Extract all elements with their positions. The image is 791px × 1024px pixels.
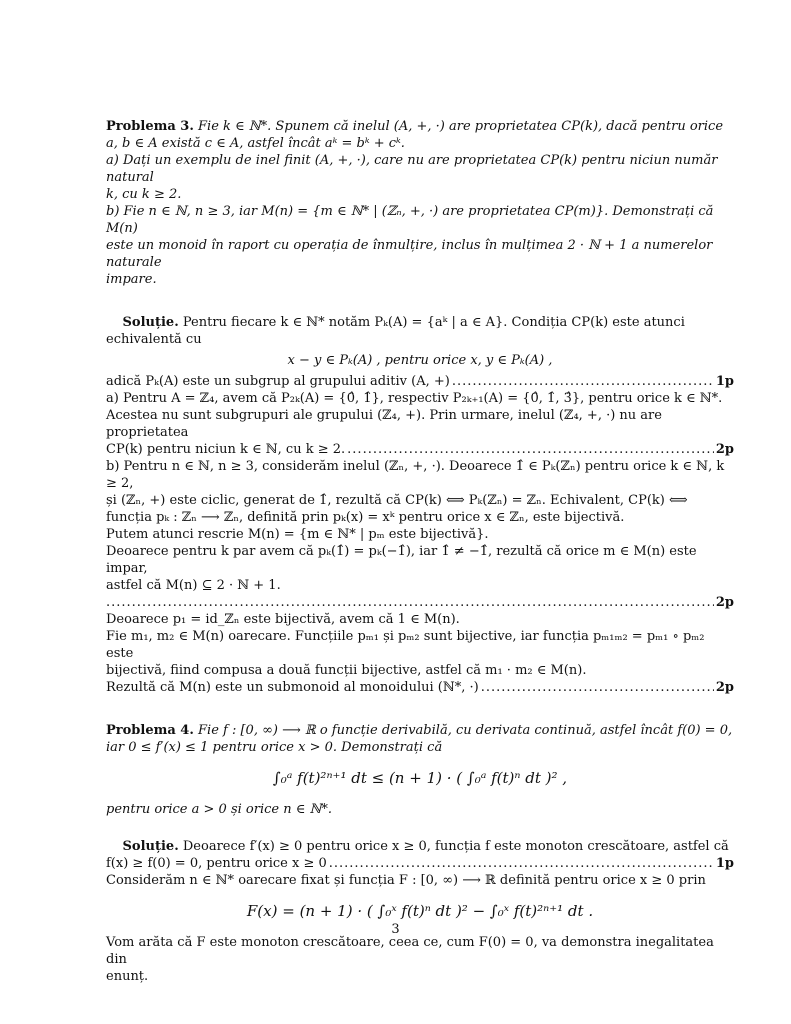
problem-3-part-b-line: este un monoid în raport cu operația de înmulțire, inclus în mulțimea 2 · ℕ + 1 a numerelor naturale bbox=[106, 238, 713, 270]
solution-text: Pentru fiecare k ∈ ℕ* notăm Pₖ(A) = {aᵏ | a ∈ A}. Condiția CP(k) este atunci bbox=[182, 315, 685, 330]
solution-text: Considerăm n ∈ ℕ* oarecare fixat și funcția F : [0, ∞) ⟶ ℝ definită pentru orice x ≥ 0 prin bbox=[106, 873, 706, 888]
solution-text: f(x) ≥ f(0) = 0, pentru orice x ≥ 0 bbox=[106, 856, 327, 871]
solution-text: Deoarece pentru k par avem că pₖ(1̂) = pₖ(−1̂), iar 1̂ ≠ −1̂, rezultă că orice m ∈ M(n) este impar, bbox=[106, 544, 697, 576]
problem-3-statement: Fie k ∈ ℕ*. Spunem că inelul (A, +, ·) are proprietatea CP(k), dacă pentru orice bbox=[198, 119, 724, 134]
solution-text: Deoarece p₁ = id_ℤₙ este bijectivă, avem că 1 ∈ M(n). bbox=[106, 612, 460, 627]
points-badge: 2p bbox=[715, 680, 734, 695]
equation: F(x) = (n + 1) · ( ∫₀ˣ f(t)ⁿ dt )² − ∫₀ˣ f(t)²ⁿ⁺¹ dt . bbox=[246, 902, 594, 920]
problem-4 bbox=[106, 722, 734, 818]
points-badge: 2p bbox=[715, 442, 734, 457]
solution-text: a) Pentru A = ℤ₄, avem că P₂ₖ(A) = {0̂, 1̂}, respectiv P₂ₖ₊₁(A) = {0̂, 1̂, 3̂}, pentru orice k ∈ ℕ*. bbox=[106, 391, 723, 406]
scored-line bbox=[106, 855, 734, 872]
points-badge: 1p bbox=[715, 374, 734, 389]
problem-4-label: Problema 4. bbox=[106, 723, 194, 738]
solution-text: și (ℤₙ, +) este ciclic, generat de 1̂, rezultă că CP(k) ⟺ Pₖ(ℤₙ) = ℤₙ. Echivalent, CP(k) ⟺ bbox=[106, 493, 688, 508]
solution-text: adică Pₖ(A) este un subgrup al grupului aditiv (A, +) bbox=[106, 374, 450, 389]
problem-3-statement-line: a, b ∈ A există c ∈ A, astfel încât aᵏ = bᵏ + cᵏ. bbox=[106, 136, 405, 151]
page-number: 3 bbox=[391, 922, 400, 937]
document-page bbox=[106, 118, 734, 985]
problem-3-part-a-line: k, cu k ≥ 2. bbox=[106, 187, 182, 202]
problem-4-statement-line: iar 0 ≤ f′(x) ≤ 1 pentru orice x > 0. Demonstrați că bbox=[106, 740, 443, 755]
solution-text: enunț. bbox=[106, 969, 149, 984]
problem-3-part-b-line: impare. bbox=[106, 272, 157, 287]
solution-text: Vom arăta că F este monoton crescătoare, ceea ce, cum F(0) = 0, va demonstra inegalitatea din bbox=[106, 935, 714, 967]
scored-line bbox=[106, 679, 734, 696]
solution-text: bijectivă, fiind compusa a două funcții bijective, astfel că m₁ · m₂ ∈ M(n). bbox=[106, 663, 587, 678]
problem-4-statement-line: pentru orice a > 0 și orice n ∈ ℕ*. bbox=[106, 802, 332, 817]
solution-text: funcția pₖ : ℤₙ ⟶ ℤₙ, definită prin pₖ(x) = xᵏ pentru orice x ∈ ℤₙ, este bijectivă. bbox=[106, 510, 625, 525]
solution-text: Acestea nu sunt subgrupuri ale grupului (ℤ₄, +). Prin urmare, inelul (ℤ₄, +, ·) nu are proprietatea bbox=[106, 408, 662, 440]
problem-3-part-b: b) Fie n ∈ ℕ, n ≥ 3, iar M(n) = {m ∈ ℕ* | (ℤₙ, +, ·) are proprietatea CP(m)}. Demonstrați că M(n) bbox=[106, 204, 714, 236]
scored-line bbox=[106, 373, 734, 390]
solution-text: astfel că M(n) ⊆ 2 · ℕ + 1. bbox=[106, 578, 281, 593]
equation: x − y ∈ Pₖ(A) , pentru orice x, y ∈ Pₖ(A) , bbox=[287, 353, 553, 368]
solution-text: Rezultă că M(n) este un submonoid al monoidului (ℕ*, ·) bbox=[106, 680, 479, 695]
solution-4-label: Soluție. bbox=[122, 839, 179, 854]
problem-3 bbox=[106, 118, 734, 288]
points-badge: 2p bbox=[715, 595, 734, 610]
problem-3-part-a: a) Dați un exemplu de inel finit (A, +, ·), care nu are proprietatea CP(k) pentru niciun număr natural bbox=[106, 153, 718, 185]
solution-text: echivalentă cu bbox=[106, 332, 202, 347]
scored-line bbox=[106, 594, 734, 611]
solution-text: CP(k) pentru niciun k ∈ ℕ, cu k ≥ 2. bbox=[106, 442, 346, 457]
solution-text: Fie m₁, m₂ ∈ M(n) oarecare. Funcțiile pₘ₁ și pₘ₂ sunt bijective, iar funcția pₘ₁ₘ₂ = pₘ₁ ∘ pₘ₂ este bbox=[106, 629, 705, 661]
problem-3-label: Problema 3. bbox=[106, 119, 194, 134]
solution-text: Putem atunci rescrie M(n) = {m ∈ ℕ* | pₘ este bijectivă}. bbox=[106, 527, 489, 542]
equation: ∫₀ᵃ f(t)²ⁿ⁺¹ dt ≤ (n + 1) · ( ∫₀ᵃ f(t)ⁿ dt )² , bbox=[272, 769, 568, 787]
scored-line bbox=[106, 441, 734, 458]
solution-text: b) Pentru n ∈ ℕ, n ≥ 3, considerăm inelul (ℤₙ, +, ·). Deoarece 1̂ ∈ Pₖ(ℤₙ) pentru orice k ∈ ℕ, k ≥ 2, bbox=[106, 459, 725, 491]
problem-4-statement: Fie f : [0, ∞) ⟶ ℝ o funcție derivabilă, cu derivata continuă, astfel încât f(0) = 0, bbox=[198, 723, 733, 738]
solution-text: Deoarece f′(x) ≥ 0 pentru orice x ≥ 0, funcția f este monoton crescătoare, astfel că bbox=[182, 839, 729, 854]
solution-3-label: Soluție. bbox=[122, 315, 179, 330]
solution-3 bbox=[106, 314, 734, 696]
solution-4 bbox=[106, 838, 734, 985]
points-badge: 1p bbox=[715, 856, 734, 871]
